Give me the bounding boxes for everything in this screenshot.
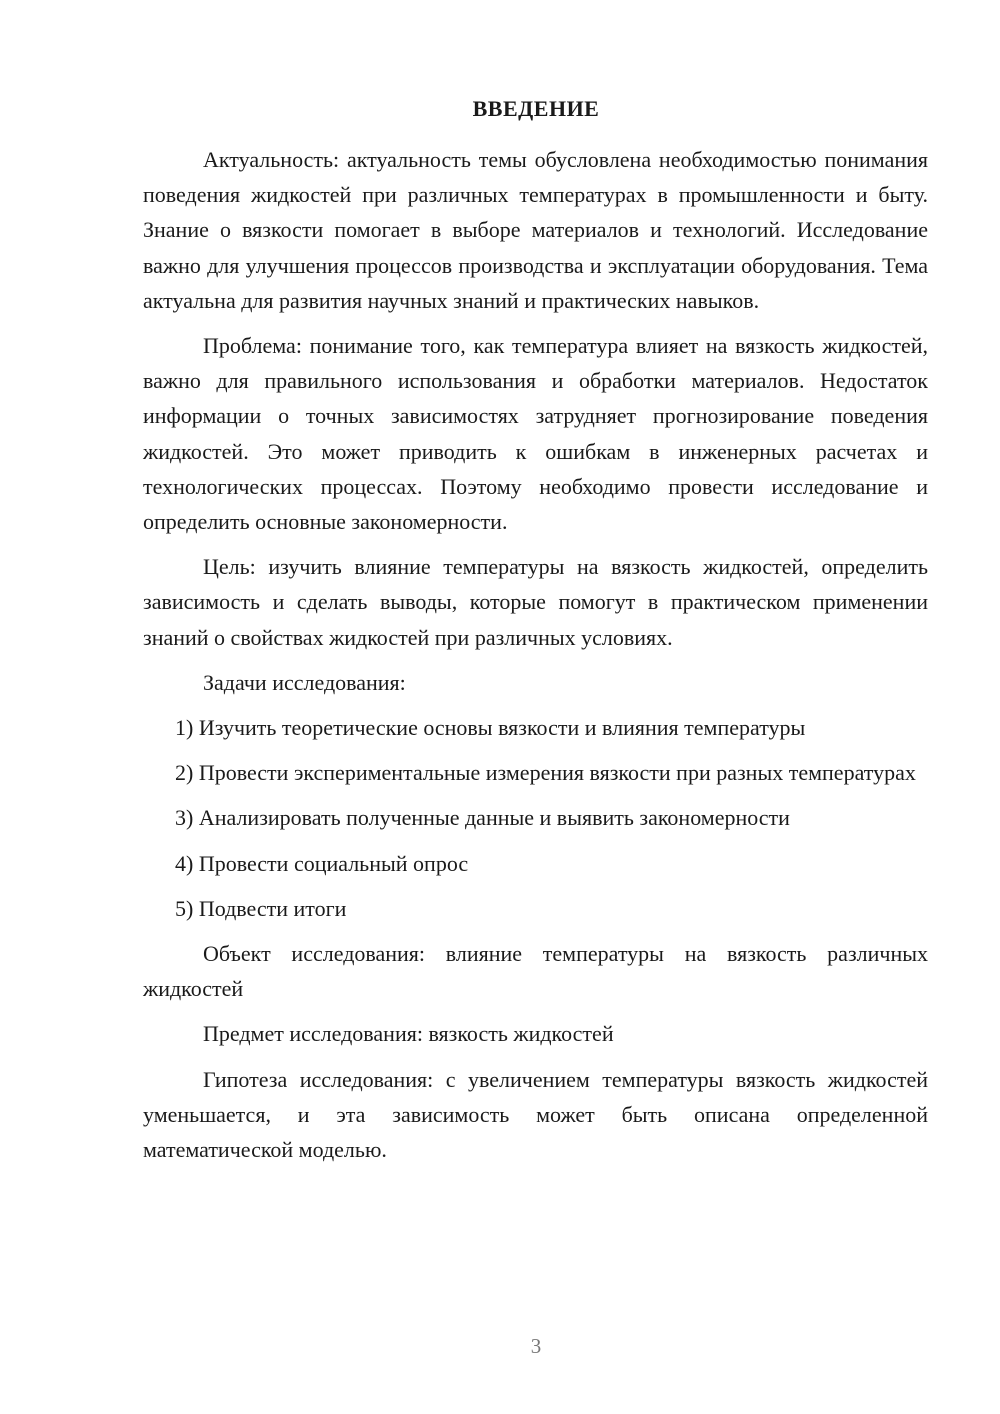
paragraph-object: Объект исследования: влияние температуры на вязкость различных жидкостей bbox=[143, 941, 928, 1002]
task-item: 4) Провести социальный опрос bbox=[175, 850, 469, 876]
paragraph-hypothesis: Гипотеза исследования: с увеличением температуры вязкость жидкостей уменьшается, и эта зависимость может быть описана определенной математической моделью. bbox=[143, 1066, 928, 1163]
task-item: 1) Изучить теоретические основы вязкости и влияния температуры bbox=[175, 715, 806, 741]
paragraph-goal: Цель: изучить влияние температуры на вязкость жидкостей, определить зависимость и сделать выводы, которые помогут в практическом применении знаний о свойствах жидкостей при различных условиях. bbox=[143, 554, 928, 650]
paragraph-subject: Предмет исследования: вязкость жидкостей bbox=[203, 1021, 614, 1047]
paragraph-problem: Проблема: понимание того, как температура влияет на вязкость жидкостей, важно для правильного использования и обработки материалов. Недостаток информации о точных зависимостях затрудняет прогнозирование поведения жидкостей. Это может приводить к ошибкам в инженерных расчетах и технологических процессах. Поэтому необходимо провести исследование и определить основные закономерности. bbox=[143, 333, 928, 535]
task-item: 5) Подвести итоги bbox=[175, 895, 347, 921]
page-number: 3 bbox=[530, 1334, 542, 1358]
page-title: ВВЕДЕНИЕ bbox=[472, 96, 600, 121]
document-body bbox=[143, 142, 928, 1177]
paragraph-relevance: Актуальность: актуальность темы обусловлена необходимостью понимания поведения жидкостей при различных температурах в промышленности и быту. Знание о вязкости помогает в выборе материалов и технологий. Исследование важно для улучшения процессов производства и эксплуатации оборудования. Тема актуальна для развития научных знаний и практических навыков. bbox=[143, 147, 928, 313]
task-item: 2) Провести экспериментальные измерения вязкости при разных температурах bbox=[175, 760, 916, 786]
tasks-heading: Задачи исследования: bbox=[203, 669, 406, 695]
task-item: 3) Анализировать полученные данные и выявить закономерности bbox=[175, 805, 790, 831]
